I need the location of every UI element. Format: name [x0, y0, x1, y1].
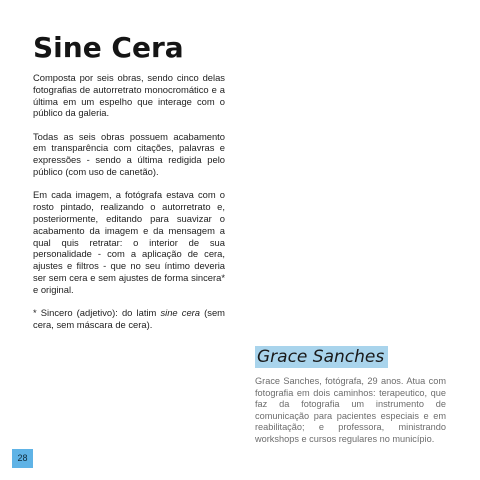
footnote-suffix: (sem cera, sem máscara de cera). — [33, 307, 225, 330]
paragraph: Todas as seis obras possuem acabamento em transparência com citações, palavras e expressões - sendo a última redigida pelo público (com uso de canetão). — [33, 130, 225, 178]
footnote-term: sine cera — [160, 307, 201, 319]
paragraph: Composta por seis obras, sendo cinco delas fotografias de autorretrato monocromático e a última em um espelho que interage com o público da galeria. — [33, 72, 225, 119]
page-number: 28 — [12, 449, 33, 468]
footnote-prefix: * Sincero (adjetivo): do latim — [33, 307, 157, 319]
page-title: Sine Cera — [33, 31, 184, 64]
author-name: Grace Sanches — [255, 346, 388, 368]
paragraph: Em cada imagem, a fotógrafa estava com o rosto pintado, realizando o autorretrato e, posteriormente, editando para suavizar o acabamento da imagem e da mensagem a qual quis retratar: o interior de sua personalidade - com a aplicação de cera, ajustes e filtros - que no seu íntimo deveria ser sem cera e sem ajustes de forma sincera* e original. — [33, 189, 225, 295]
body-text — [33, 72, 225, 342]
author-block — [255, 346, 446, 446]
author-bio: Grace Sanches, fotógrafa, 29 anos. Atua com fotografia em dois caminhos: terapeutico, que faz da fotografia um instrumento de comunicação para pacientes especiais e em reabilitação; e professora, ministrando workshops e cursos regulares no município. — [255, 376, 446, 444]
footnote — [33, 307, 225, 331]
